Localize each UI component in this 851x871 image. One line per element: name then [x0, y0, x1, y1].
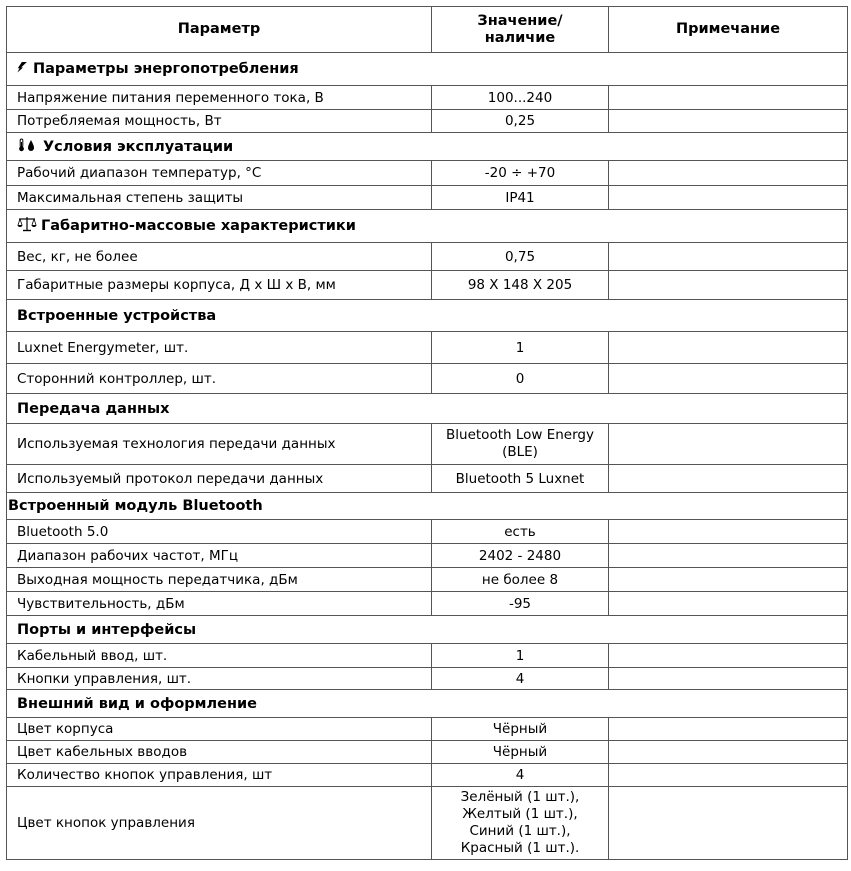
value-cell: 1	[432, 644, 609, 668]
table-row	[7, 568, 848, 592]
section-title: Параметры энергопотребления	[33, 61, 299, 77]
table-row	[7, 332, 848, 364]
note-cell	[609, 424, 848, 465]
table-row	[7, 741, 848, 764]
section-title: Условия эксплуатации	[43, 138, 234, 155]
value-cell: Bluetooth Low Energy (BLE)	[432, 424, 609, 465]
thermometer-drop-icon	[17, 138, 39, 156]
param-cell: Вес, кг, не более	[7, 243, 432, 271]
value-cell: 0,75	[432, 243, 609, 271]
table-row	[7, 243, 848, 271]
param-cell: Напряжение питания переменного тока, В	[7, 86, 432, 110]
param-cell: Luxnet Energymeter, шт.	[7, 332, 432, 364]
header-row	[7, 7, 848, 53]
value-cell: Bluetooth 5 Luxnet	[432, 465, 609, 493]
param-cell: Выходная мощность передатчика, дБм	[7, 568, 432, 592]
note-cell	[609, 668, 848, 690]
param-cell: Чувствительность, дБм	[7, 592, 432, 616]
table-row	[7, 110, 848, 133]
scales-icon	[17, 216, 37, 236]
note-cell	[609, 787, 848, 860]
section-header	[7, 133, 848, 161]
param-cell: Bluetooth 5.0	[7, 520, 432, 544]
param-cell: Сторонний контроллер, шт.	[7, 364, 432, 394]
param-cell: Цвет кнопок управления	[7, 787, 432, 860]
header-note: Примечание	[609, 7, 848, 53]
table-row	[7, 520, 848, 544]
param-cell: Цвет корпуса	[7, 718, 432, 741]
param-cell: Рабочий диапазон температур, °С	[7, 161, 432, 186]
table-row	[7, 364, 848, 394]
param-cell: Используемая технология передачи данных	[7, 424, 432, 465]
section-title: Порты и интерфейсы	[17, 621, 197, 638]
note-cell	[609, 764, 848, 787]
section-row	[7, 53, 848, 86]
note-cell	[609, 271, 848, 300]
section-title: Передача данных	[17, 400, 170, 417]
section-title: Внешний вид и оформление	[17, 695, 258, 712]
section-title: Встроенные устройства	[17, 307, 217, 324]
section-header	[7, 300, 848, 332]
section-header	[7, 53, 848, 86]
param-cell: Диапазон рабочих частот, МГц	[7, 544, 432, 568]
value-cell: 2402 - 2480	[432, 544, 609, 568]
value-cell: -20 ÷ +70	[432, 161, 609, 186]
table-row	[7, 668, 848, 690]
section-row	[7, 690, 848, 718]
value-cell: Чёрный	[432, 741, 609, 764]
section-row	[7, 210, 848, 243]
note-cell	[609, 332, 848, 364]
param-cell: Кабельный ввод, шт.	[7, 644, 432, 668]
table-row	[7, 644, 848, 668]
value-cell: Зелёный (1 шт.), Желтый (1 шт.), Синий (1 шт.), Красный (1 шт.).	[432, 787, 609, 860]
spec-table	[6, 6, 848, 860]
section-title: Габаритно-массовые характеристики	[41, 218, 356, 234]
value-cell: Чёрный	[432, 718, 609, 741]
section-row	[7, 394, 848, 424]
value-cell: 4	[432, 764, 609, 787]
value-cell: 100...240	[432, 86, 609, 110]
note-cell	[609, 465, 848, 493]
value-cell: IP41	[432, 186, 609, 210]
section-header	[7, 394, 848, 424]
param-cell: Цвет кабельных вводов	[7, 741, 432, 764]
section-row	[7, 300, 848, 332]
value-cell: 0,25	[432, 110, 609, 133]
table-row	[7, 271, 848, 300]
table-row	[7, 764, 848, 787]
note-cell	[609, 718, 848, 741]
note-cell	[609, 741, 848, 764]
value-cell: -95	[432, 592, 609, 616]
header-param: Параметр	[7, 7, 432, 53]
section-header	[7, 690, 848, 718]
section-row	[7, 493, 848, 520]
value-cell: есть	[432, 520, 609, 544]
note-cell	[609, 86, 848, 110]
section-header	[7, 493, 848, 520]
note-cell	[609, 110, 848, 133]
note-cell	[609, 243, 848, 271]
param-cell: Максимальная степень защиты	[7, 186, 432, 210]
table-row	[7, 161, 848, 186]
note-cell	[609, 592, 848, 616]
lightning-icon	[17, 61, 29, 77]
table-row	[7, 186, 848, 210]
table-row	[7, 86, 848, 110]
note-cell	[609, 568, 848, 592]
note-cell	[609, 161, 848, 186]
param-cell: Используемый протокол передачи данных	[7, 465, 432, 493]
table-row	[7, 544, 848, 568]
value-cell: не более 8	[432, 568, 609, 592]
note-cell	[609, 544, 848, 568]
section-row	[7, 133, 848, 161]
note-cell	[609, 364, 848, 394]
param-cell: Кнопки управления, шт.	[7, 668, 432, 690]
section-header	[7, 616, 848, 644]
note-cell	[609, 186, 848, 210]
table-row	[7, 718, 848, 741]
note-cell	[609, 520, 848, 544]
param-cell: Количество кнопок управления, шт	[7, 764, 432, 787]
table-row	[7, 424, 848, 465]
value-cell: 0	[432, 364, 609, 394]
header-value: Значение/ наличие	[432, 7, 609, 53]
table-row	[7, 592, 848, 616]
value-cell: 1	[432, 332, 609, 364]
note-cell	[609, 644, 848, 668]
value-cell: 98 X 148 X 205	[432, 271, 609, 300]
table-row	[7, 465, 848, 493]
param-cell: Габаритные размеры корпуса, Д х Ш х В, мм	[7, 271, 432, 300]
param-cell: Потребляемая мощность, Вт	[7, 110, 432, 133]
section-title: Встроенный модуль Bluetooth	[8, 498, 263, 514]
table-row	[7, 787, 848, 860]
value-cell: 4	[432, 668, 609, 690]
section-row	[7, 616, 848, 644]
section-header	[7, 210, 848, 243]
